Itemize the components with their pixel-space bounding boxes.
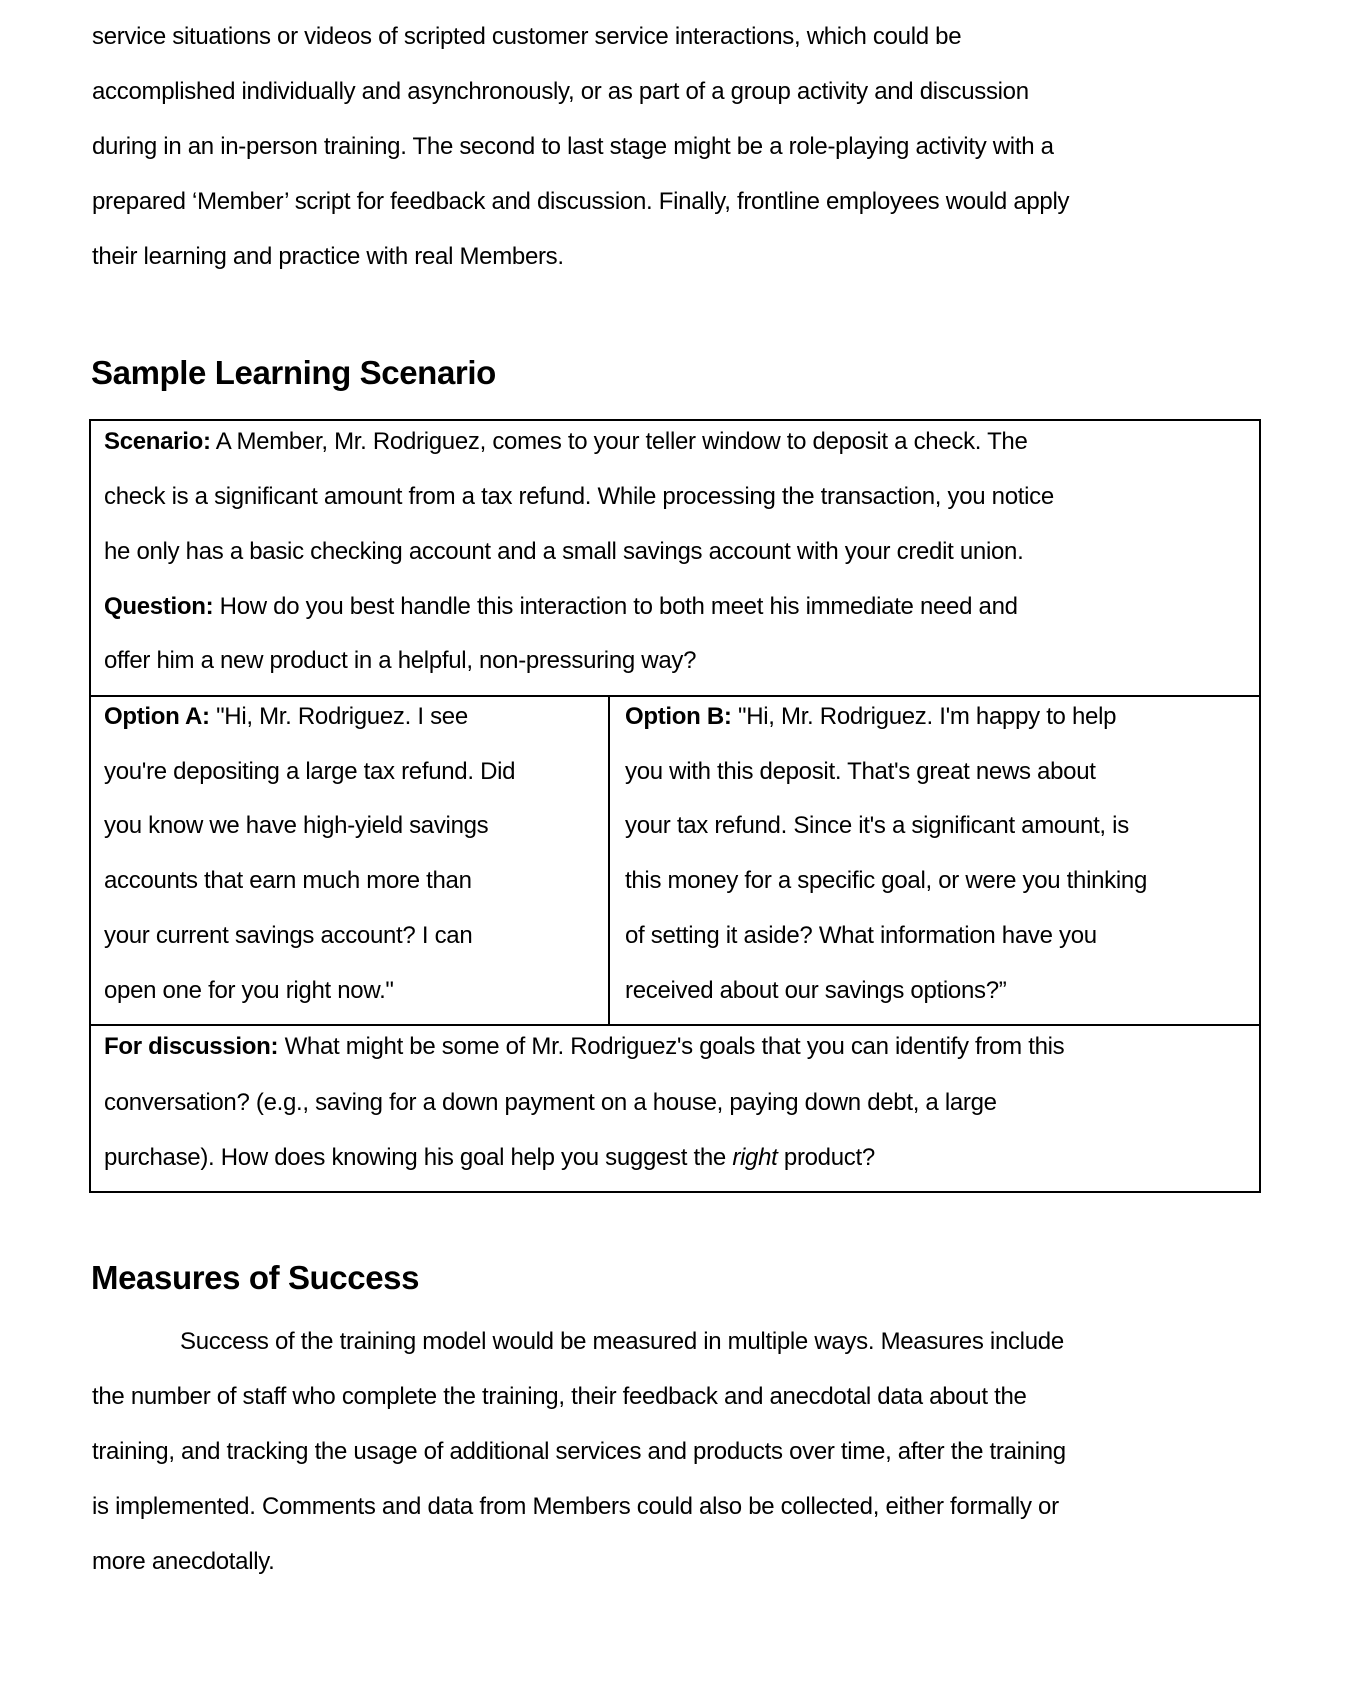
question-line — [104, 592, 1018, 622]
option-b-label: Option B: — [625, 703, 732, 730]
option-a-label: Option A: — [104, 703, 210, 730]
discussion-text: What might be some of Mr. Rodriguez's goals that you can identify from this — [278, 1033, 1065, 1060]
option-a-line: open one for you right now." — [104, 977, 394, 1004]
option-b-line — [625, 702, 1116, 732]
scenario-line: he only has a basic checking account and a small savings account with your credit union. — [104, 538, 1024, 565]
option-a-line: you know we have high-yield savings — [104, 812, 489, 839]
discussion-label: For discussion: — [104, 1033, 279, 1060]
option-a-text: "Hi, Mr. Rodriguez. I see — [209, 703, 468, 730]
scenario-text: A Member, Mr. Rodriguez, comes to your teller window to deposit a check. The — [210, 428, 1028, 455]
option-a-line: your current savings account? I can — [104, 922, 473, 949]
table-border-top — [89, 419, 1261, 421]
measures-line: the number of staff who complete the training, their feedback and anecdotal data about the — [92, 1383, 1027, 1410]
question-line: offer him a new product in a helpful, non-pressuring way? — [104, 647, 697, 674]
option-b-line: received about our savings options?” — [625, 977, 1007, 1004]
table-row-divider — [89, 695, 1261, 697]
discussion-line: conversation? (e.g., saving for a down payment on a house, paying down debt, a large — [104, 1089, 997, 1116]
measures-line: training, and tracking the usage of additional services and products over time, after the training — [92, 1438, 1066, 1465]
measures-line: more anecdotally. — [92, 1548, 275, 1575]
discussion-text: purchase). How does knowing his goal help you suggest the — [104, 1144, 733, 1171]
option-b-line: you with this deposit. That's great news about — [625, 758, 1096, 785]
scenario-heading: Sample Learning Scenario — [91, 354, 496, 391]
discussion-line — [104, 1143, 875, 1173]
option-a-line: accounts that earn much more than — [104, 867, 472, 894]
scenario-line — [104, 427, 1028, 457]
intro-line: accomplished individually and asynchronously, or as part of a group activity and discussion — [92, 78, 1029, 105]
intro-line: their learning and practice with real Members. — [92, 243, 564, 270]
measures-heading: Measures of Success — [91, 1259, 420, 1296]
option-b-line: your tax refund. Since it's a significant amount, is — [625, 812, 1129, 839]
intro-line: service situations or videos of scripted customer service interactions, which could be — [92, 23, 962, 50]
table-border-bottom — [89, 1191, 1261, 1193]
option-b-text: "Hi, Mr. Rodriguez. I'm happy to help — [731, 703, 1117, 730]
intro-line: during in an in-person training. The second to last stage might be a role-playing activity with a — [92, 133, 1054, 160]
measures-line: Success of the training model would be measured in multiple ways. Measures include — [180, 1328, 1064, 1355]
intro-line: prepared ‘Member’ script for feedback and discussion. Finally, frontline employees would apply — [92, 188, 1070, 215]
scenario-label: Scenario: — [104, 428, 211, 455]
table-column-divider — [608, 695, 610, 1026]
question-text: How do you best handle this interaction to both meet his immediate need and — [213, 593, 1018, 620]
measures-line: is implemented. Comments and data from Members could also be collected, either formally or — [92, 1493, 1059, 1520]
option-a-line: you're depositing a large tax refund. Did — [104, 758, 516, 785]
discussion-text: product? — [777, 1144, 875, 1171]
option-b-line: of setting it aside? What information have you — [625, 922, 1097, 949]
option-b-line: this money for a specific goal, or were you thinking — [625, 867, 1147, 894]
emphasis-right: right — [732, 1144, 778, 1171]
option-a-line — [104, 702, 468, 732]
discussion-line — [104, 1032, 1064, 1062]
table-border-left — [89, 419, 91, 1193]
table-border-right — [1259, 419, 1261, 1193]
question-label: Question: — [104, 593, 214, 620]
scenario-line: check is a significant amount from a tax refund. While processing the transaction, you notice — [104, 483, 1054, 510]
table-row-divider — [89, 1024, 1261, 1026]
